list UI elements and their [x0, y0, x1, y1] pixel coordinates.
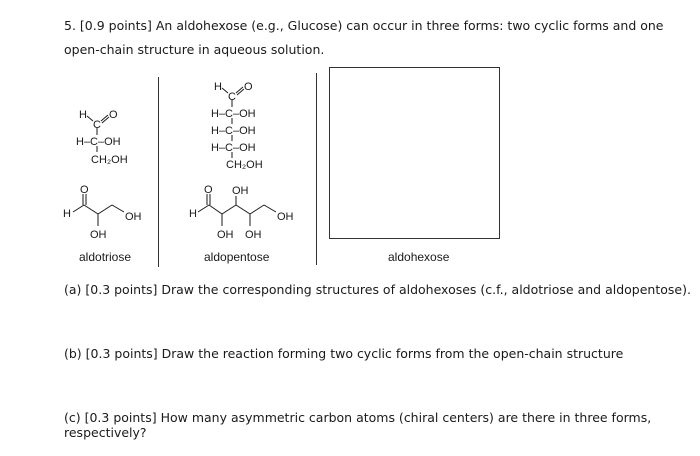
- tri-fischer-c: C: [93, 119, 101, 131]
- pent-fischer-c: C: [228, 91, 236, 103]
- tri-fischer-bottom: CH₂OH: [91, 154, 128, 166]
- subquestion-a: (a) [0.3 points] Draw the corresponding structures of aldohexoses (c.f., aldotriose and aldopentose).: [64, 282, 691, 297]
- tri-skel-oh-bottom: OH: [90, 229, 107, 241]
- pent-fischer-o: O: [244, 81, 253, 93]
- pent-skel-h: H: [189, 208, 197, 220]
- tri-fischer-o: O: [109, 109, 118, 121]
- pent-skel-oh-bottom-1: OH: [217, 229, 234, 241]
- pent-skel-oh-right: OH: [277, 211, 294, 223]
- pent-skel-oh-top: OH: [232, 185, 249, 197]
- tri-skel-h: H: [63, 208, 71, 220]
- tri-fischer-h: H: [79, 109, 87, 121]
- pent-fischer-row-1: H–C–OH: [211, 108, 256, 120]
- subquestion-b: (b) [0.3 points] Draw the reaction forming two cyclic forms from the open-chain structure: [64, 346, 624, 361]
- pent-fischer-row-3: H–C–OH: [211, 142, 256, 154]
- pent-fischer-h: H: [214, 81, 222, 93]
- caption-aldopentose: aldopentose: [204, 250, 270, 264]
- question-intro: 5. [0.9 points] An aldohexose (e.g., Glucose) can occur in three forms: two cyclic forms and one open-chain structure in aqueous solution.: [64, 18, 664, 57]
- subquestion-c: (c) [0.3 points] How many asymmetric carbon atoms (chiral centers) are there in three forms, respectively?: [64, 410, 652, 440]
- tri-fischer-row-1: H–C–OH: [76, 136, 121, 148]
- caption-aldotriose: aldotriose: [79, 250, 132, 264]
- caption-aldohexose: aldohexose: [388, 250, 450, 264]
- pent-skel-o: O: [204, 184, 213, 196]
- pent-fischer-bottom: CH₂OH: [226, 159, 263, 171]
- pent-fischer-row-2: H–C–OH: [211, 125, 256, 137]
- pent-skel-oh-bottom-2: OH: [245, 229, 262, 241]
- tri-skel-o: O: [80, 184, 89, 196]
- tri-skel-oh-right: OH: [125, 211, 142, 223]
